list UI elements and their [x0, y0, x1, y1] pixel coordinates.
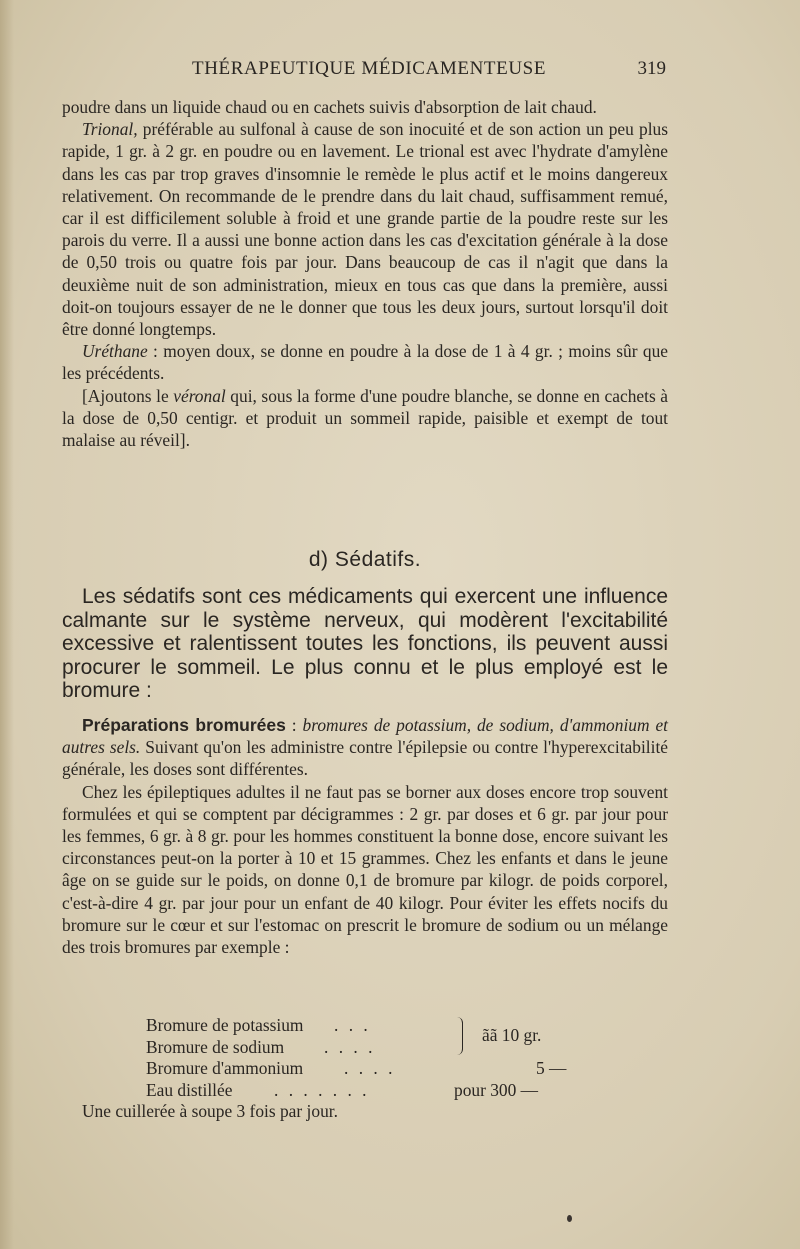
page-header: [62, 58, 666, 86]
paragraph-trional: [62, 118, 668, 340]
ingredient-name: Bromure d'ammonium: [146, 1058, 304, 1078]
term-trional: Trional,: [82, 119, 138, 140]
formula-row: [62, 1015, 668, 1037]
urethane-text: : moyen doux, se donne en poudre à la dose de 1 à 4 gr. ; moins sûr que les précédents.: [62, 341, 668, 384]
dosage-instruction: Une cuillerée à soupe 3 fois par jour.: [82, 1101, 338, 1121]
formula-row: [62, 1080, 668, 1102]
section-intro: [62, 585, 668, 703]
paragraph-veronal: [62, 385, 668, 452]
prescription-formula: [62, 1015, 668, 1123]
ingredient-name: Bromure de potassium: [146, 1015, 304, 1035]
brace-group: [62, 1015, 668, 1058]
ingredient-quantity: 5 —: [536, 1058, 567, 1078]
paragraph-continuation: poudre dans un liquide chaud ou en cachets suivis d'absorption de lait chaud.: [62, 97, 597, 117]
body-text-top: [62, 96, 668, 451]
bromures-text: Suivant qu'on les administre contre l'épilepsie ou contre l'hyperexcitabilité générale, les doses sont différentes.: [62, 737, 668, 780]
bromures-sep: :: [285, 715, 303, 735]
leader-dots: . . . .: [324, 1036, 376, 1057]
term-veronal: véronal: [173, 385, 226, 406]
sedatifs-intro: Les sédatifs sont ces médicaments qui exercent une influence calmante sur le système nerveux, qui modèrent l'excitabilité excessive et ralentissent toutes les fonctions, ils peuvent aussi procurer le sommeil. Le plus connu et le plus employé est le bromure :: [62, 585, 668, 702]
ingredient-name: Eau distillée: [146, 1079, 233, 1100]
section-heading: d) Sédatifs.: [308, 548, 422, 571]
ingredient-name: Bromure de sodium: [146, 1036, 285, 1057]
paragraph-bromures: [62, 714, 668, 781]
paragraph-epileptiques: Chez les épileptiques adultes il ne faut pas se borner aux doses encore trop souvent formulées et qui se comptent par décigrammes : 2 gr. par doses et 6 gr. par jour pour les femmes, 6 gr. à 8 gr. pour les hommes constituent la bonne dose, encore suivant les circonstances peut-on la porter à 10 et 15 grammes. Chez les enfants et dans le jeune âge on se guide sur le poids, on donne 0,1 de bromure par kilogr. de poids corporel, c'est-à-dire 4 gr. par jour pour un enfant de 40 kilogr. Pour éviter les effets nocifs du bromure sur le cœur et sur l'estomac on prescrit le bromure de sodium ou un mélange des trois bromures par exemple :: [62, 781, 668, 958]
leader-dots: . . .: [334, 1015, 371, 1035]
term-preparations: Préparations bromurées: [82, 715, 286, 735]
body-text-bottom: [62, 714, 668, 958]
formula-row: [62, 1037, 668, 1059]
veronal-open: [Ajoutons le: [82, 385, 174, 406]
veronal-text: qui, sous la forme d'une poudre blanche, se donne en cachets à la dose de 0,50 centigr. et produit un sommeil rapide, paisible et exempt de tout malaise au réveil].: [62, 385, 669, 451]
paragraph-urethane: [62, 340, 668, 384]
trional-text: préférable au sulfonal à cause de son inocuité et de son action un peu plus rapide, 1 gr. à 2 gr. en poudre ou en lavement. Le trional est avec l'hydrate d'amylène dans les cas par trop graves d'insomnie le remède le plus actif et le moins dangereux relativement. On recommande de le prendre dans du lait chaud, suffisamment remué, car il est difficilement soluble à froid et une grande partie de la poudre reste sur les parois du verre. Il a aussi une bonne action dans les cas d'excitation générale à la dose de 0,50 trois ou quatre fois par jour. Dans beaucoup de cas il n'agit que dans la deuxième nuit de son administration, mieux en tous cas que dans la première, aussi doit-on toujours essayer de ne le donner que tous les deux jours, surtout lorsqu'il doit être donné longtemps.: [62, 119, 668, 340]
curly-brace: [452, 1017, 463, 1055]
term-urethane: Uréthane: [82, 341, 148, 362]
bromures-list: bromures de potassium, de sodium, d'ammonium et autres sels.: [62, 715, 668, 758]
ink-spot: [567, 1215, 572, 1222]
leader-dots: . . . .: [344, 1058, 396, 1078]
combined-quantity: ãã 10 gr.: [482, 1025, 542, 1045]
formula-row: [62, 1058, 668, 1080]
running-title: THÉRAPEUTIQUE MÉDICAMENTEUSE: [192, 58, 547, 79]
ingredient-quantity: pour 300 —: [454, 1079, 539, 1100]
page-number: 319: [637, 58, 666, 79]
leader-dots: . . . . . . .: [274, 1079, 370, 1100]
